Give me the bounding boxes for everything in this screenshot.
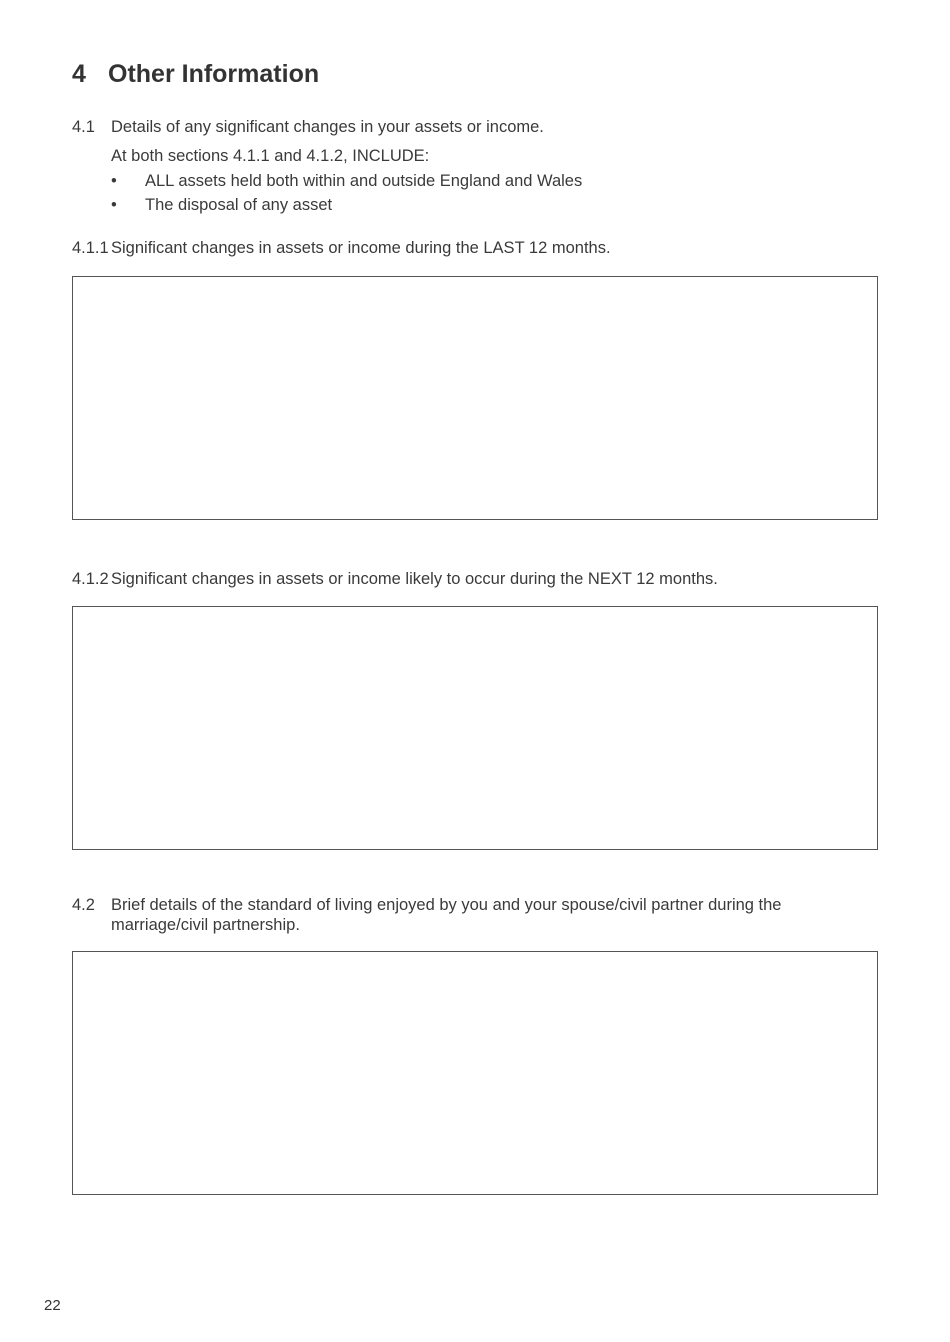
q42-number: 4.2 xyxy=(72,896,95,914)
q411-answer-box[interactable] xyxy=(72,276,878,520)
q411-text: Significant changes in assets or income during the LAST 12 months. xyxy=(111,239,611,257)
bullet-icon: • xyxy=(111,196,117,214)
section-number: 4 xyxy=(72,60,86,88)
bullet-text: ALL assets held both within and outside England and Wales xyxy=(145,172,583,190)
q42-text-line2: marriage/civil partnership. xyxy=(111,916,300,934)
q411-number: 4.1.1 xyxy=(72,239,109,257)
q412-number: 4.1.2 xyxy=(72,570,109,588)
q42-text-line1: Brief details of the standard of living enjoyed by you and your spouse/civil partner during the xyxy=(111,896,782,914)
section-title xyxy=(72,60,319,89)
q412-answer-box[interactable] xyxy=(72,606,878,850)
q41-number: 4.1 xyxy=(72,118,95,136)
q412-text: Significant changes in assets or income likely to occur during the NEXT 12 months. xyxy=(111,570,718,588)
bullet-text: The disposal of any asset xyxy=(145,196,333,214)
q42-answer-box[interactable] xyxy=(72,951,878,1195)
page-number: 22 xyxy=(44,1297,61,1314)
section-title-text: Other Information xyxy=(108,60,320,88)
bullet-icon: • xyxy=(111,172,117,190)
q41-text: Details of any significant changes in your assets or income. xyxy=(111,118,544,136)
q41-include-intro: At both sections 4.1.1 and 4.1.2, INCLUDE: xyxy=(111,147,430,165)
